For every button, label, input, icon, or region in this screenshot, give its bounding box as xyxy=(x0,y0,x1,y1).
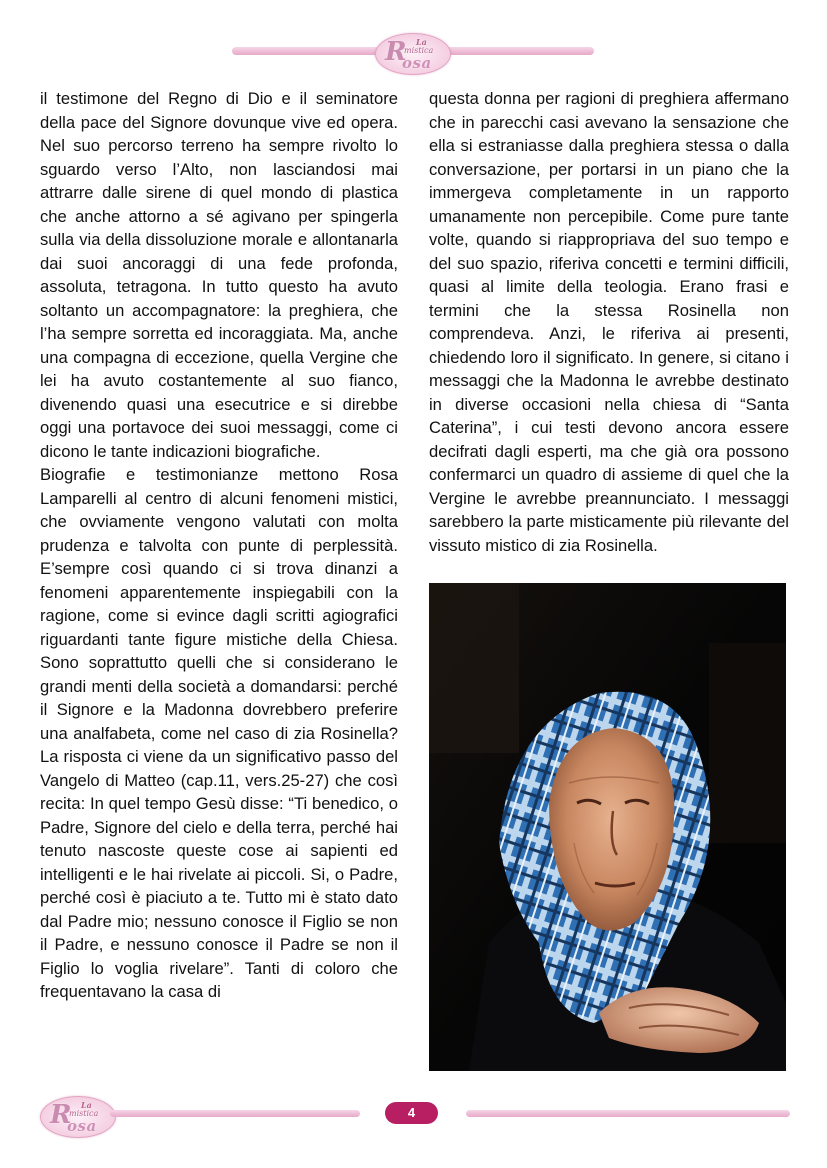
paragraph: il testimone del Regno di Dio e il seminatore della pace del Signore dovunque vive ed opera. Nel suo percorso terreno ha sempre rivolto lo sguardo verso l’Alto, non lasciandosi mai attrarre dalle sirene di quel mondo di plastica che anche attorno a sé agivano per spingerla sulla via della dissoluzione morale e allontanarla dai suoi ancoraggi di una fede profonda, assoluta, tetragona. In tutto questo ha avuto soltanto un accompagnatore: la preghiera, che l’ha sempre sorretta ed incoraggiata. Ma, anche una compagna di eccezione, quella Vergine che lei ha avuto costantemente al suo fianco, divenendo quasi una esecutrice e si direbbe oggi una portavoce dei suoi messaggi, come ci dicono le tante indicazioni biografiche. xyxy=(40,89,398,461)
logo-initial: R xyxy=(385,37,407,67)
magazine-logo-footer xyxy=(40,1096,116,1138)
footer-ornament-left xyxy=(110,1110,360,1117)
paragraph: Biografie e testimonianze mettono Rosa Lamparelli al centro di alcuni fenomeni mistici, che ovviamente vengono valutati con molta prudenza e talvolta con punte di perplessità. E’sempre così quando ci si trova dinanzi a fenomeni apparentemente inspiegabili con la ragione, come si evince dagli scritti agiografici riguardanti tante figure mistiche della Chiesa. Sono soprattutto quelli che si considerano le grandi menti della società a domandarsi: perché il Signore e la Madonna dovrebbero preferire una analfabeta, come nel caso di zia Rosinella? La risposta ci viene da un significativo passo del Vangelo di Matteo (cap.11, vers.25-27) che così recita: In quel tempo Gesù disse: “Ti benedico, o Padre, Signore del cielo e della terra, perché hai tenuto nascoste queste cose ai sapienti ed intelligenti e le hai rivelate ai piccoli. Si, o Padre, perché così è piaciuto a te. Tutto mi è stato dato dal Padre mio; nessuno conosce il Figlio se non il Padre, e nessuno conosce il Padre se non il Figlio lo voglia rivelare”. Tanti di coloro che frequentavano la casa di xyxy=(40,465,398,1001)
page-number-badge: 4 xyxy=(385,1102,438,1124)
logo-la: La xyxy=(416,37,427,47)
portrait-photo xyxy=(429,583,786,1071)
header-ornament-right xyxy=(446,47,594,55)
logo-rosa: osa xyxy=(67,1117,97,1135)
paragraph: questa donna per ragioni di preghiera affermano che in parecchi casi avevano la sensazione che ella si estraniasse dalla preghiera stessa o dalla conversazione, per portarsi in un piano che la immergeva completamente in un rapporto umanamente non percepibile. Come pure tante volte, quando si riappropriava del suo tempo e del suo spazio, riferiva concetti e termini difficili, quasi al limite della teologia. Erano frasi e termini che la stessa Rosinella non comprendeva. Anzi, le riferiva ai presenti, chiedendo loro il significato. In genere, si citano i messaggi che la Madonna le avrebbe destinato in diverse occasioni nella chiesa di “Santa Caterina”, i cui testi devono ancora essere decifrati dagli esperti, ma che già ora possono confermarci un quadro di assieme di quel che la Vergine le avrebbe preannunciato. I messaggi sarebbero la parte misticamente più rilevante del vissuto mistico di zia Rosinella. xyxy=(429,89,789,555)
logo-la: La xyxy=(81,1100,92,1110)
article-column-left xyxy=(40,87,398,1004)
logo-mistica: mistica xyxy=(69,1109,99,1118)
header-ornament-left xyxy=(232,47,380,55)
article-column-right xyxy=(429,87,789,557)
footer-ornament-right xyxy=(466,1110,790,1117)
logo-mistica: mistica xyxy=(404,46,434,55)
logo-rosa: osa xyxy=(402,54,432,72)
magazine-logo-header xyxy=(375,33,451,75)
logo-initial: R xyxy=(50,1100,72,1130)
